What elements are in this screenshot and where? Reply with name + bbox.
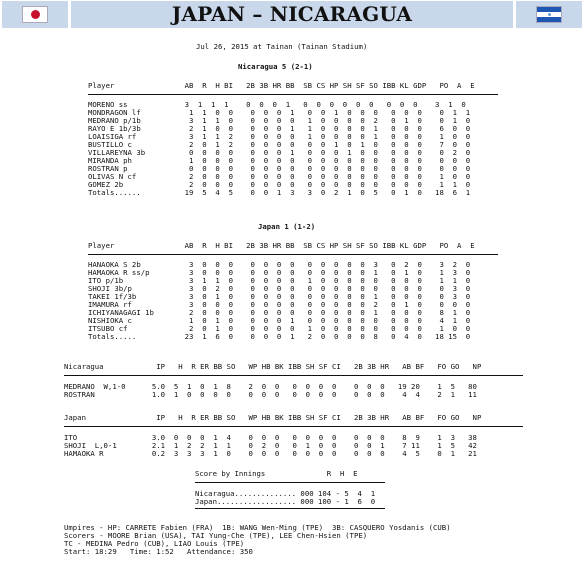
title-bar: [71, 1, 513, 28]
table-row: VILLAREYNA 3b 0 0 0 0 0 0 0 1 0 0 0 1 0 0 0 0 0 0 2 0: [88, 148, 471, 157]
japan-pitching-table: [64, 434, 477, 458]
table-row: MONDRAGON lf 1 1 0 0 0 0 0 1 0 0 1 0 0 0 0 0 0 0 1 1: [88, 108, 471, 117]
divider: [64, 426, 523, 427]
japan-pitching-header: Japan IP H R ER BB SO WP HB BK IBB SH SF CI 2B 3B HR AB BF FO GO NP: [64, 413, 482, 422]
divider: [195, 482, 385, 483]
table-row: ICHIYANAGAGI 1b 2 0 0 0 0 0 0 0 0 0 0 0 0 1 0 0 0 8 1 0: [88, 308, 471, 317]
table-row: ITO 3.0 0 0 0 1 4 0 0 0 0 0 0 0 0 0 0 8 9 1 3 38: [64, 433, 477, 442]
table-row: HAMAOKA R ss/p 3 0 0 0 0 0 0 0 0 0 0 0 0 1 0 1 0 1 3 0: [88, 268, 471, 277]
table-row: ITO p/1b 3 1 1 0 0 0 0 0 1 0 0 0 0 0 0 0 0 1 1 0: [88, 276, 471, 285]
table-row: GOMEZ 2b 2 0 0 0 0 0 0 0 0 0 0 0 0 0 0 0 0 1 1 0: [88, 180, 471, 189]
score-by-innings-table: [195, 490, 375, 506]
table-row: OLIVAS N cf 2 0 0 0 0 0 0 0 0 0 0 0 0 0 0 0 0 1 0 0: [88, 172, 471, 181]
umpires-line: Umpires - HP: CARRETE Fabien (FRA) 1B: WANG Wen-Ming (TPE) 3B: CASQUERO Yosdanis (CUB): [64, 523, 451, 532]
nicaragua-batting-title: Nicaragua 5 (2-1): [238, 62, 313, 71]
divider: [64, 375, 523, 376]
table-row: MIRANDA ph 1 0 0 0 0 0 0 0 0 0 0 0 0 0 0 0 0 0 0 0: [88, 156, 471, 165]
report-header: [0, 0, 585, 31]
totals-row: Totals..... 23 1 6 0 0 0 0 1 2 0 0 0 0 8 0 4 0 18 15 0: [88, 332, 471, 341]
table-row: MEDRANO p/1b 3 1 1 0 0 0 0 0 1 0 0 0 0 2 0 1 0 0 1 0: [88, 116, 471, 125]
divider: [88, 94, 498, 95]
nicaragua-flag-icon: [536, 6, 562, 23]
game-officials: [64, 524, 451, 556]
table-row: HAMAOKA R 0.2 3 3 3 1 0 0 0 0 0 0 0 0 0 0 0 4 5 0 1 21: [64, 449, 477, 458]
table-row: NISHIOKA c 1 0 1 0 0 0 0 1 0 0 0 0 0 0 0 0 0 4 1 0: [88, 316, 471, 325]
score-by-innings-header: Score by Innings R H E: [195, 469, 358, 478]
table-row: LOAISIGA rf 3 1 1 2 0 0 0 0 1 0 0 0 0 1 0 0 0 1 0 0: [88, 132, 471, 141]
japan-batting-header: Player AB R H BI 2B 3B HR BB SB CS HP SH SF SO IBB KL GDP PO A E: [88, 241, 475, 250]
table-row: TAKEI 1f/3b 3 0 1 0 0 0 0 0 0 0 0 0 0 1 0 0 0 0 3 0: [88, 292, 471, 301]
japan-batting-table: [88, 261, 470, 341]
table-row: MEDRANO W,1-0 5.0 5 1 0 1 8 2 0 0 0 0 0 0 0 0 0 19 20 1 5 80: [64, 382, 477, 391]
table-row: IMAMURA rf 3 0 0 0 0 0 0 0 0 0 0 0 0 2 0 1 0 0 0 0: [88, 300, 471, 309]
game-info: Jul 26, 2015 at Tainan (Tainan Stadium): [196, 42, 368, 51]
table-row: Japan.................. 000 100 - 1 6 0: [195, 497, 376, 506]
totals-row: Totals...... 19 5 4 5 0 0 1 3 3 0 2 1 0 5 0 1 0 18 6 1: [88, 188, 471, 197]
table-row: SHOJI 3b/p 3 0 2 0 0 0 0 0 0 0 0 0 0 0 0 0 0 0 3 0: [88, 284, 471, 293]
left-flag-box: [2, 1, 68, 28]
table-row: RAYO E 1b/3b 2 1 0 0 0 0 0 1 1 0 0 0 0 1 0 0 0 6 0 0: [88, 124, 471, 133]
right-flag-box: [516, 1, 582, 28]
tc-line: TC - MEDINA Pedro (CUB), LIAO Louis (TPE): [64, 539, 245, 548]
start-line: Start: 18:29 Time: 1:52 Attendance: 350: [64, 547, 253, 556]
japan-flag-icon: [22, 6, 48, 23]
table-row: BUSTILLO c 2 0 1 2 0 0 0 0 0 0 1 0 1 0 0 0 0 7 0 0: [88, 140, 471, 149]
table-row: Nicaragua.............. 000 104 - 5 4 1: [195, 489, 376, 498]
table-row: SHOJI L,0-1 2.1 1 2 2 1 1 0 2 0 0 1 0 0 0 0 1 7 11 1 5 42: [64, 441, 477, 450]
divider: [88, 254, 498, 255]
table-row: ROSTRAN 1.0 1 0 0 0 0 0 0 0 0 0 0 0 0 0 0 4 4 2 1 11: [64, 390, 477, 399]
nicaragua-pitching-header: Nicaragua IP H R ER BB SO WP HB BK IBB SH SF CI 2B 3B HR AB BF FO GO NP: [64, 362, 482, 371]
table-row: HANAOKA S 2b 3 0 0 0 0 0 0 0 0 0 0 0 0 3 0 2 0 3 2 0: [88, 260, 471, 269]
nicaragua-batting-header: Player AB R H BI 2B 3B HR BB SB CS HP SH SF SO IBB KL GDP PO A E: [88, 81, 475, 90]
japan-batting-title: Japan 1 (1-2): [258, 222, 316, 231]
nicaragua-pitching-table: [64, 383, 477, 399]
table-row: ITSUBO cf 2 0 1 0 0 0 0 0 1 0 0 0 0 0 0 0 0 1 0 0: [88, 324, 471, 333]
page-title: JAPAN – NICARAGUA: [171, 2, 413, 26]
table-row: ROSTRAN p 0 0 0 0 0 0 0 0 0 0 0 0 0 0 0 0 0 0 0 0: [88, 164, 471, 173]
table-row: MORENO ss 3 1 1 1 0 0 0 1 0 0 0 0 0 0 0 0 0 3 1 0: [88, 100, 466, 109]
nicaragua-batting-table: [88, 101, 470, 197]
divider: [195, 508, 385, 509]
scorers-line: Scorers - MOORE Brian (USA), TAI Yung-Che (TPE), LEE Chen-Hsien (TPE): [64, 531, 368, 540]
